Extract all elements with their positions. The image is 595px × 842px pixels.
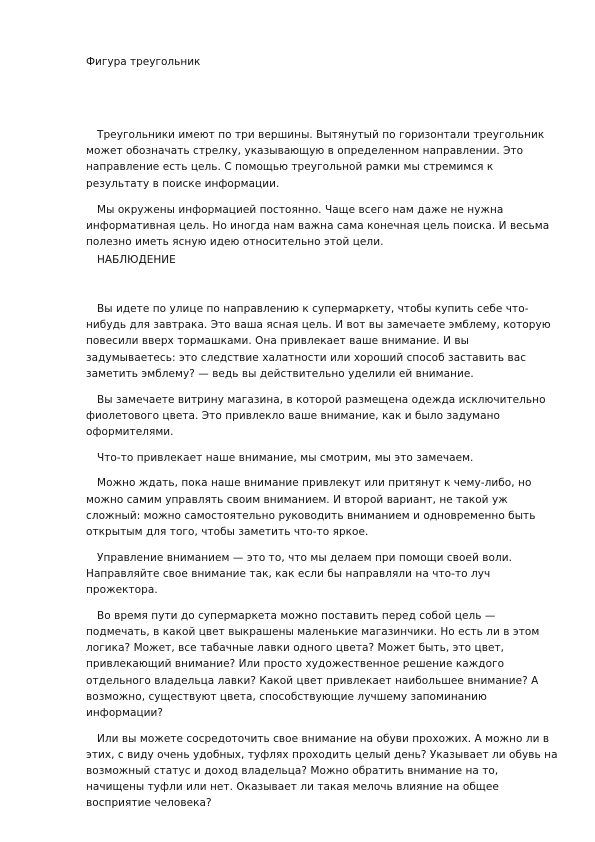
paragraph: Что-то привлекает наше внимание, мы смотрим, мы это замечаем. xyxy=(97,451,474,464)
paragraph: Мы окружены информацией постоянно. Чаще всего нам даже не нужна информативная цель. Но иногда нам важна сама конечная цель поиска. И весьма полезно иметь ясную идею относительно этой цели. xyxy=(86,203,550,249)
paragraph: Или вы можете сосредоточить свое внимание на обуви прохожих. А можно ли в этих, с виду очень удобных, туфлях проходить целый день? Указывает ли обувь на возможный статус и доход владельца? Можно обратить внимание на то, начищены туфли или нет. Оказывает ли такая мелочь влияние на общее восприятие человека? xyxy=(86,732,558,810)
observation-section xyxy=(86,301,558,821)
document-title: Фигура треугольник xyxy=(86,56,201,68)
paragraph: Треугольники имеют по три вершины. Вытянутый по горизонтали треугольник может обозначать стрелку, указывающую в определенном направлении. Это направление есть цель. С помощью треугольной рамки мы стремимся к результату в поиске информации. xyxy=(86,129,545,190)
paragraph: Управление вниманием — это то, что мы делаем при помощи своей воли. Направляйте свое внимание так, как если бы направляли на что-то луч прожектора. xyxy=(86,551,512,597)
paragraph: Вы идете по улице по направлению к супермаркету, чтобы купить себе что-нибудь для завтрака. Это ваша ясная цель. И вот вы замечаете эмблему, которую повесили вверх тормашками. Она привлекает ваше внимание. И вы задумываетесь: это следствие халатности или хороший способ заставить вас заметить эмблему? — ведь вы действительно уделили ей внимание. xyxy=(86,303,551,380)
intro-section xyxy=(86,127,558,260)
section-heading: НАБЛЮДЕНИЕ xyxy=(97,254,176,266)
paragraph: Вы замечаете витрину магазина, в которой размещена одежда исключительно фиолетового цвета. Это привлекло ваше внимание, как и было задумано оформителями. xyxy=(86,393,546,438)
paragraph: Можно ждать, пока наше внимание привлекут или притянут к чему-либо, но можно самим управлять своим вниманием. И второй вариант, не такой уж сложный: можно самостоятельно руководить вниманием и одновременно быть открытым для того, чтобы заметить что-то яркое. xyxy=(86,477,536,538)
paragraph: Во время пути до супермаркета можно поставить перед собой цель — подмечать, в какой цвет выкрашены маленькие магазинчики. Но есть ли в этом логика? Может, все табачные лавки одного цвета? Может быть, это цвет, привлекающий внимание? Или просто художественное решение каждого отдельного владельца лавки? Какой цвет привлекает наибольшее внимание? А возможно, существуют цвета, способствующие лучшему запоминанию информации? xyxy=(86,609,540,719)
